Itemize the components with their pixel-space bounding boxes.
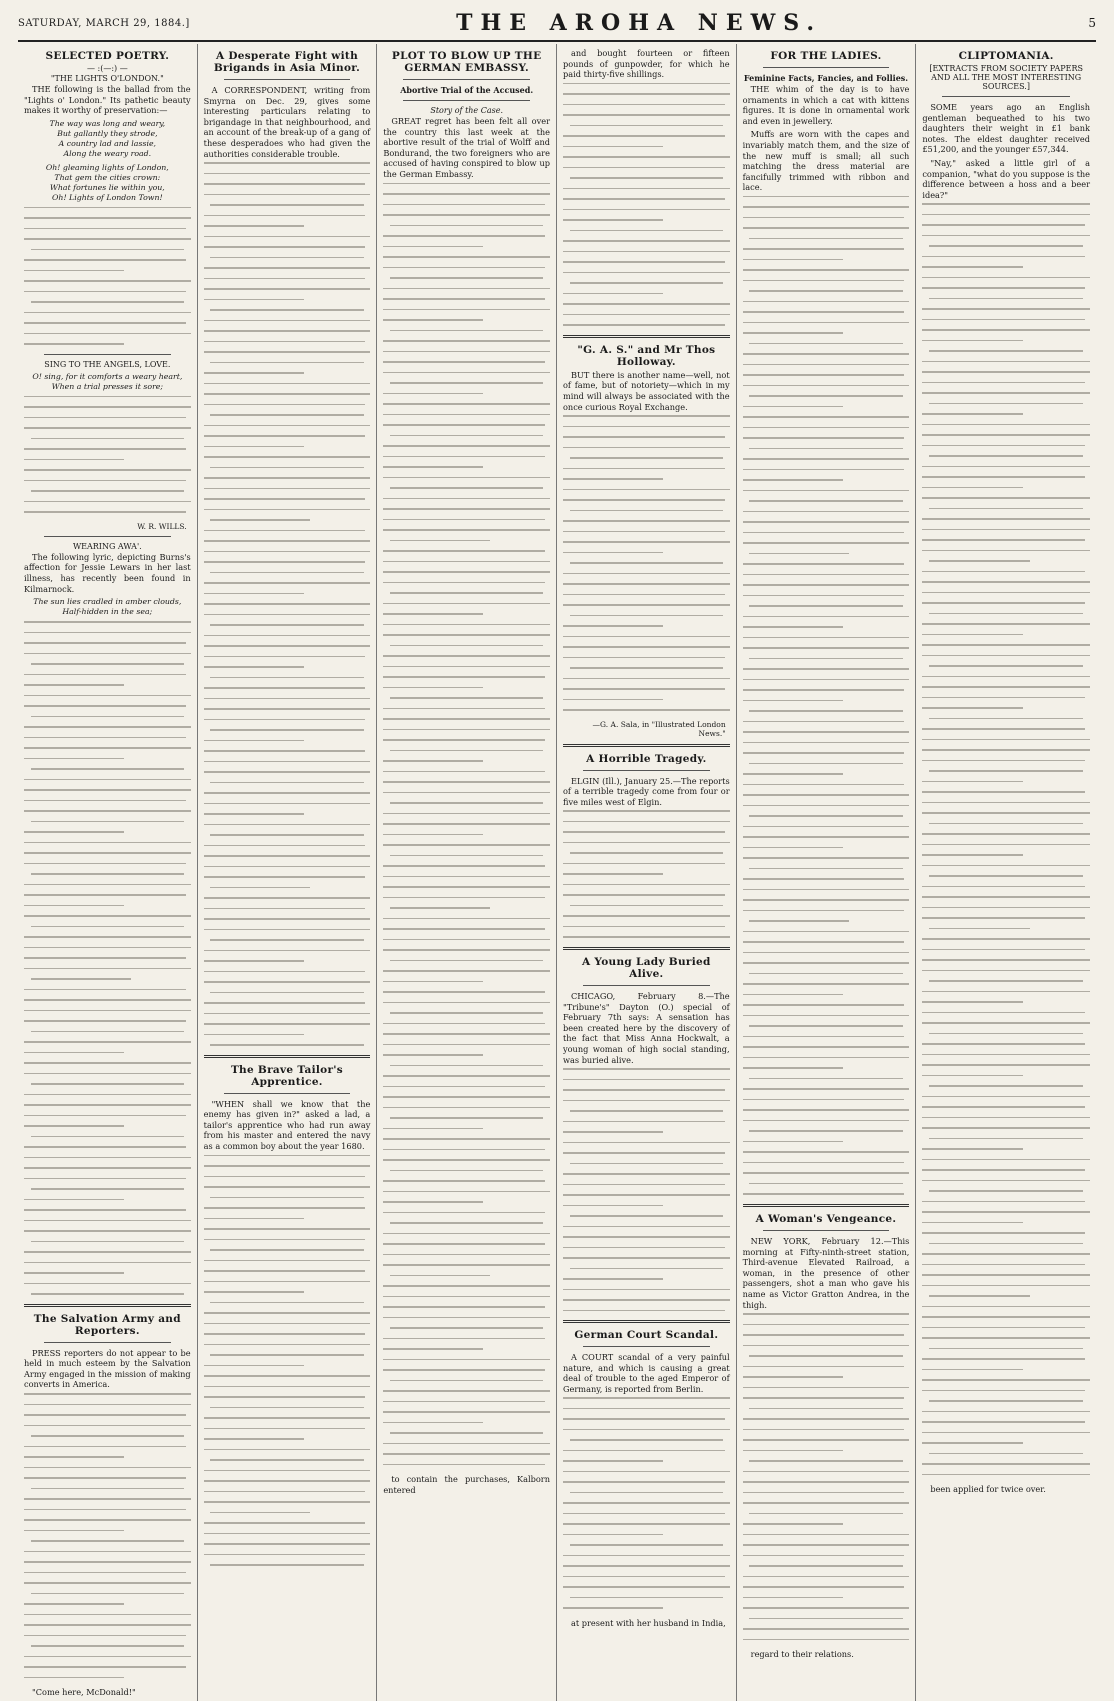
divider: [44, 536, 171, 537]
tailor-heading: The Brave Tailor's Apprentice.: [230, 1063, 344, 1088]
page-number: 5: [1088, 16, 1096, 30]
poem-angels-title: SING TO THE ANGELS, LOVE.: [44, 359, 171, 369]
poem-text-block: [24, 207, 191, 345]
cliptomania-text-1: SOME years ago an English gentleman bequeathed to his two daughters their weight in £1 bank notes. The eldest daughter received £51,200, and the younger £57,344.: [922, 102, 1090, 155]
column-6: [916, 44, 1096, 1701]
article-text-block: [204, 1155, 371, 1566]
embassy-story-title: Story of the Case.: [430, 106, 503, 115]
brigands-text: A CORRESPONDENT, writing from Smyrna on Dec. 29, gives some interesting particulars relating to brigandage in that neighbourhood, and an account of the break-up of a gang of these desperadoes who had given the authorities considerable trouble.: [203, 85, 371, 159]
divider: [583, 770, 710, 771]
article-text-block: [563, 83, 730, 326]
brigands-heading: A Desperate Fight with Brigands in Asia Minor.: [213, 50, 361, 74]
tragedy-heading: A Horrible Tragedy.: [586, 752, 707, 765]
divider: [403, 79, 530, 80]
holloway-heading: "G. A. S." and Mr Thos Holloway.: [577, 343, 716, 368]
divider: [763, 67, 890, 68]
tailor-text: "WHEN shall we know that the enemy has given in?" asked a lad, a tailor's apprentice who had run away from his master and entered the navy as a common boy about the year 1680.: [203, 1098, 371, 1152]
divider: [583, 985, 710, 986]
section-divider: [24, 1304, 191, 1307]
divider: [403, 100, 530, 101]
column-1: [18, 44, 198, 1701]
buried-alive-text: CHICAGO, February 8.—The "Tribune's" Dayton (O.) special of February 7th says: A sensation has been created here by the discovery of the fact that Miss Anna Hockwalt, a young woman of high social standing, was buried alive.: [563, 990, 730, 1065]
poem-angels-attribution: W. R. WILLS.: [137, 521, 187, 531]
embassy-plot-heading: PLOT TO BLOW UP THE GERMAN EMBASSY.: [391, 50, 542, 74]
ladies-text-2: Muffs are worn with the capes and invariably match them, and the size of the new muff is small; all such matching the dress material are fancifully trimmed with ribbon and lace.: [742, 129, 910, 193]
poem-text-block: [24, 621, 191, 1295]
article-text-block: [922, 203, 1090, 1475]
poem-wearing-title: WEARING AWA'.: [72, 541, 142, 551]
cliptomania-subheading: [EXTRACTS FROM SOCIETY PAPERS AND ALL THE MOST INTERESTING SOURCES.]: [929, 64, 1083, 91]
article-text-block: [563, 1068, 730, 1311]
poem-wearing-stanza: The sun lies cradled in amber clouds, Half-hidden in the sea;: [33, 597, 182, 617]
newspaper-title: THE AROHA NEWS.: [456, 10, 823, 36]
ladies-heading: FOR THE LADIES.: [770, 50, 882, 62]
divider: [583, 1346, 710, 1347]
ladies-subheading: Feminine Facts, Fancies, and Follies.: [743, 73, 909, 83]
section-divider: [204, 1055, 371, 1058]
section-divider: [563, 744, 730, 747]
divider: [44, 1342, 171, 1343]
ladies-text-1: THE whim of the day is to have ornaments in which a cat with kittens figures. It is done in ornamental work and even in jewellery.: [742, 84, 910, 126]
salvation-army-text: PRESS reporters do not appear to be held in much esteem by the Salvation Army engaged in the mission of making converts in America.: [24, 1347, 191, 1390]
column-2: [198, 44, 378, 1701]
cliptomania-text-2: "Nay," asked a little girl of a companion, "what do you suppose is the difference between a hoss and a beer idea?": [922, 157, 1090, 200]
issue-date: SATURDAY, MARCH 29, 1884.]: [18, 17, 190, 29]
article-text-block: [743, 196, 910, 1195]
poem-wearing-intro: The following lyric, depicting Burns's affection for Jessie Lewars in her last illness, has recently been found in Kilmarnock.: [24, 551, 191, 594]
buried-alive-heading: A Young Lady Buried Alive.: [581, 955, 711, 980]
article-text-block: [24, 1393, 191, 1678]
divider: [224, 79, 351, 80]
section-divider: [563, 947, 730, 950]
ornament-divider: — :(—:) —: [86, 64, 128, 73]
column-3: [377, 44, 557, 1701]
article-text-block: [563, 810, 730, 938]
columns: [18, 44, 1096, 1698]
vengeance-heading: A Woman's Vengeance.: [755, 1212, 897, 1225]
poem-lights-stanza: The way was long and weary, But gallantly they strode, A country lad and lassie, Along the weary road.: [49, 118, 166, 158]
divider: [224, 1093, 351, 1094]
divider: [44, 354, 171, 355]
poem-lights-intro: THE following is the ballad from the "Lights o' London." Its pathetic beauty makes it worthy of preservation:—: [24, 84, 191, 116]
salvation-army-closing: "Come here, McDonald!": [32, 1687, 136, 1698]
article-text-block: [563, 415, 730, 711]
article-text-block: [204, 162, 371, 1046]
holloway-text: BUT there is another name—well, not of fame, but of notoriety—which in my mind will always be associated with the once curious Royal Exchange.: [563, 369, 730, 412]
poem-lights-title: "THE LIGHTS O'LONDON.": [50, 74, 164, 83]
court-scandal-text: A COURT scandal of a very painful nature, and which is causing a great deal of trouble to the aged Emperor of Germany, is reported from Berlin.: [563, 1352, 730, 1394]
poem-angels-stanza: O! sing, for it comforts a weary heart, When a trial presses it sore;: [32, 371, 183, 391]
vengeance-closing: regard to their relations.: [750, 1649, 854, 1660]
column-5: [737, 44, 917, 1701]
article-text-block: [563, 1397, 730, 1609]
section-divider: [563, 1320, 730, 1323]
embassy-plot-text: GREAT regret has been felt all over the country this last week at the abortive result of the trial of Wolff and Bondurand, the two foreigners who are accused of having conspired to blow up the German Embassy.: [383, 116, 550, 179]
vengeance-text: NEW YORK, February 12.—This morning at Fifty-ninth-street station, Third-avenue Elevated Railroad, a woman, in the presence of other passengers, shot a man who gave his name as Victor Gratton Andrea, in the thigh.: [742, 1235, 910, 1310]
article-text-block: [743, 1313, 910, 1640]
tragedy-text: ELGIN (Ill.), January 25.—The reports of a terrible tragedy come from four or five miles west of Elgin.: [563, 775, 730, 807]
embassy-plot-closing: to contain the purchases, Kalborn entered: [383, 1474, 550, 1495]
column-4: [557, 44, 737, 1701]
court-scandal-heading: German Court Scandal.: [574, 1329, 719, 1342]
article-text-block: [383, 183, 550, 1466]
holloway-attribution: —G. A. Sala, in "Illustrated London News.": [592, 719, 726, 738]
cliptomania-heading: CLIPTOMANIA.: [958, 50, 1054, 62]
section-divider: [743, 1204, 910, 1207]
embassy-plot-subheading: Abortive Trial of the Accused.: [400, 85, 534, 95]
divider: [763, 1230, 890, 1231]
embassy-continued-text: and bought fourteen or fifteen pounds of gunpowder, for which he paid thirty-five shillings.: [563, 48, 730, 80]
selected-poetry-heading: SELECTED POETRY.: [45, 50, 170, 62]
poem-lights-refrain: Oh! gleaming lights of London, That gem the cities crown: What fortunes lie within you, Oh! Lights of London Town!: [45, 162, 169, 202]
masthead: [18, 6, 1096, 42]
divider: [942, 96, 1070, 97]
cliptomania-closing: been applied for twice over.: [930, 1484, 1046, 1495]
court-scandal-closing: at present with her husband in India,: [571, 1617, 726, 1628]
salvation-army-heading: The Salvation Army and Reporters.: [33, 1312, 181, 1337]
section-divider: [563, 335, 730, 338]
poem-text-block: [24, 396, 191, 513]
